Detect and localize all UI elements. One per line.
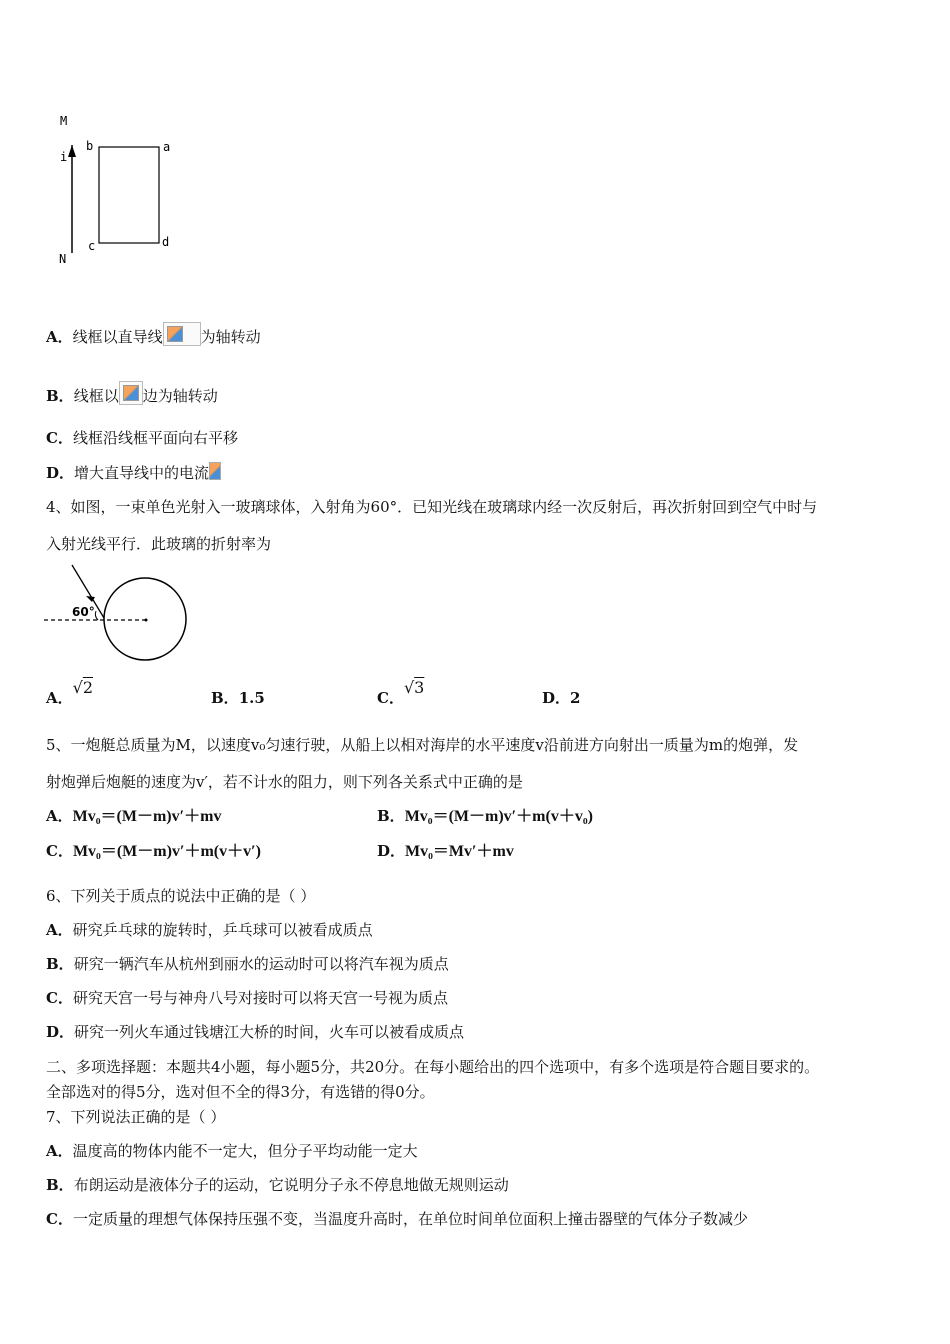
label-d: d bbox=[162, 235, 170, 249]
section2-heading-line1: 二、多项选择题：本题共4小题，每小题5分，共20分。在每小题给出的四个选项中，有多个选项是符合题目要求的。 bbox=[46, 1058, 820, 1076]
q4-stem-line2: 入射光线平行．此玻璃的折射率为 bbox=[46, 535, 272, 553]
section2-heading-line2: 全部选对的得5分，选对但不全的得3分，有选错的得0分。 bbox=[46, 1083, 435, 1101]
q7-option-b: B．布朗运动是液体分子的运动，它说明分子永不停息地做无规则运动 bbox=[46, 1176, 509, 1194]
q6-option-a: A．研究乒乓球的旋转时，乒乓球可以被看成质点 bbox=[46, 921, 373, 939]
q4-option-a: A．√2 bbox=[46, 678, 94, 707]
q5-option-c: C．Mv₀＝(M－m)v′＋m(v＋v′) bbox=[46, 842, 261, 860]
label-M: M bbox=[60, 114, 68, 128]
q5-stem-line1: 5、一炮艇总质量为M，以速度v₀匀速行驶，从船上以相对海岸的水平速度v沿前进方向射出一质量为m的炮弹，发 bbox=[46, 736, 799, 754]
q4-option-b: B．1.5 bbox=[211, 689, 265, 707]
q4-stem-line1: 4、如图，一束单色光射入一玻璃球体，入射角为60°．已知光线在玻璃球内经一次反射后，再次折射回到空气中时与 bbox=[46, 498, 818, 516]
label-N: N bbox=[59, 252, 67, 266]
q3-option-b: B．线框以 边为轴转动 bbox=[46, 381, 218, 406]
angle-label: 60° bbox=[72, 605, 95, 619]
q6-option-c: C．研究天宫一号与神舟八号对接时可以将天宫一号视为质点 bbox=[46, 989, 448, 1007]
q5-option-a: A．Mv₀＝(M－m)v′＋mv bbox=[46, 807, 222, 825]
missing-image-icon bbox=[163, 322, 201, 346]
wire-frame bbox=[99, 147, 159, 243]
label-c: c bbox=[88, 239, 96, 253]
missing-image-icon bbox=[119, 381, 143, 405]
q3-option-d: D．增大直导线中的电流 bbox=[46, 462, 221, 483]
q6-option-b: B．研究一辆汽车从杭州到丽水的运动时可以将汽车视为质点 bbox=[46, 955, 449, 973]
q5-option-b: B．Mv₀＝(M－m)v′＋m(v＋v₀) bbox=[377, 807, 593, 825]
q4-option-c: C．√3 bbox=[377, 678, 425, 707]
q5-stem-line2: 射炮弹后炮艇的速度为v′，若不计水的阻力，则下列各关系式中正确的是 bbox=[46, 773, 523, 791]
sphere-center bbox=[145, 619, 148, 622]
label-b: b bbox=[86, 139, 94, 153]
q3-option-c: C．线框沿线框平面向右平移 bbox=[46, 429, 238, 447]
missing-image-icon bbox=[209, 462, 221, 480]
wire-loop-figure bbox=[50, 105, 190, 275]
q5-option-d: D．Mv₀＝Mv′＋mv bbox=[377, 842, 514, 860]
angle-arc bbox=[95, 611, 98, 620]
q6-option-d: D．研究一列火车通过钱塘江大桥的时间，火车可以被看成质点 bbox=[46, 1023, 465, 1041]
q3-option-a: A．线框以直导线 为轴转动 bbox=[46, 322, 261, 347]
label-a: a bbox=[163, 140, 171, 154]
glass-sphere-figure bbox=[40, 560, 200, 670]
label-i: i bbox=[60, 150, 68, 164]
q7-option-a: A．温度高的物体内能不一定大，但分子平均动能一定大 bbox=[46, 1142, 418, 1160]
q4-option-d: D．2 bbox=[542, 689, 581, 707]
q7-option-c: C．一定质量的理想气体保持压强不变，当温度升高时，在单位时间单位面积上撞击器壁的气体分子数减少 bbox=[46, 1210, 748, 1228]
q6-stem: 6、下列关于质点的说法中正确的是（ ） bbox=[46, 887, 316, 905]
q7-stem: 7、下列说法正确的是（ ） bbox=[46, 1108, 226, 1126]
current-arrow bbox=[68, 145, 76, 157]
